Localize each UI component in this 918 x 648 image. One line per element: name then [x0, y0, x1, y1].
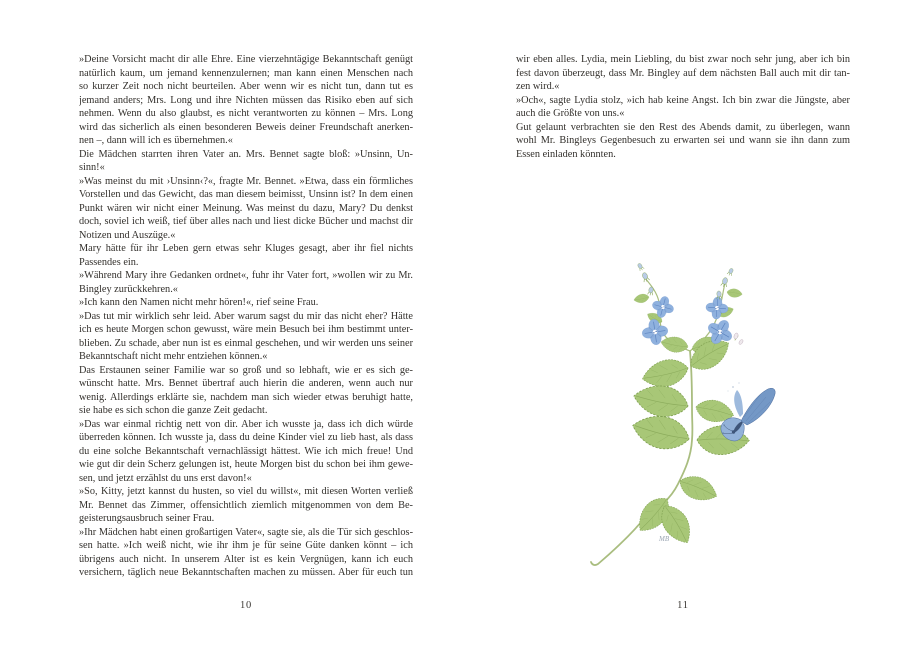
text-line: Essen einladen könnten. — [516, 148, 616, 160]
left-page-text-column — [79, 53, 413, 580]
text-line: wohl Mr. Bingleys Gegenbesuch zu erwarten sei und wann sie ihn dann zum — [516, 135, 850, 146]
text-line: »Ich kann den Namen nicht mehr hören!«, rief seine Frau. — [79, 297, 319, 308]
paragraph — [79, 310, 413, 364]
text-line: sie habe es sich schon die ganze Zeit gedacht. — [79, 405, 268, 416]
artist-monogram: MB — [659, 535, 670, 543]
text-line: wünscht hatte. Mrs. Bennet übertraf auch hierin die anderen, wenn auch nur — [79, 378, 413, 389]
text-line: wie gut dir dein Scherz gelungen ist, heute Morgen bist du schon bei ihm gewe- — [79, 459, 413, 470]
text-line: »Während Mary ihre Gedanken ordnet«, fuhr ihr Vater fort, »wollen wir zu Mr. — [79, 270, 413, 281]
text-line: Notizen und Auszüge.« — [79, 229, 176, 241]
paragraph — [79, 148, 413, 175]
right-page-text-column — [516, 53, 850, 161]
text-line: so kurzer Zeit noch nicht beurteilen. Aber wenn wir es nicht tun, dann tut es — [79, 81, 413, 92]
text-line: »Das tut mir wirklich sehr leid. Aber warum sagst du mir das nicht eher? Hätte — [79, 310, 413, 322]
paragraph — [79, 296, 413, 310]
text-line: sen hatte. »Ich weiß nicht, wie ihr ihm je für seine Güte danken könnt – ich — [79, 540, 413, 551]
paragraph — [79, 53, 413, 148]
paragraph — [79, 242, 413, 269]
paragraph — [516, 121, 850, 162]
paragraph — [516, 94, 850, 121]
text-line: auch die Größte von uns.« — [516, 108, 625, 119]
text-line: Punkt wären wir nicht einer Meinung. Was meinst du dazu, Mary? Du denkst — [79, 202, 413, 214]
text-line: »Das war einmal richtig nett von dir. Aber ich wusste ja, dass ich dich würde — [79, 418, 413, 430]
text-line: Bingley zurückkehren.« — [79, 283, 178, 295]
paragraph — [79, 175, 413, 243]
text-line: nehmen. Wenn du also glaubst, es nicht verantworten zu können – Mrs. Long — [79, 108, 413, 119]
text-line: sinn!« — [79, 162, 105, 173]
speedwell-plant — [591, 262, 750, 565]
text-line: Die Mädchen starrten ihren Vater an. Mrs. Bennet sagte bloß: »Unsinn, Un- — [79, 148, 413, 160]
paragraph — [79, 526, 413, 580]
text-line: übrigens auch nicht. In unserem Alter ist es kein Vergnügen, kann ich euch — [79, 553, 413, 565]
text-line: natürlich kaum, um jemand kennenzulernen; man kann einen Menschen nach — [79, 67, 413, 79]
text-line: Gut gelaunt verbrachten sie den Rest des Abends damit, zu überlegen, wann — [516, 121, 850, 133]
paragraph — [79, 364, 413, 418]
text-line: blieben. Zu schade, aber nun ist es einmal geschehen, und wir werden uns seiner — [79, 337, 413, 349]
text-line: »Deine Vorsicht macht dir alle Ehre. Eine vierzehntägige Bekanntschaft genügt — [79, 54, 413, 65]
text-line: jemand anders; Mrs. Long und ihre Nichten müssen das Risiko eben auf sich — [79, 94, 413, 106]
text-line: »Och«, sagte Lydia stolz, »ich hab keine Angst. Ich bin zwar die Jüngste, aber — [516, 94, 850, 106]
text-line: Mary hätte für ihr Leben gern etwas sehr Kluges gesagt, aber ihr fiel nichts — [79, 243, 413, 254]
text-line: wenig. Allerdings erklärte sie, nachdem man sich wieder etwas beruhigt hatte, — [79, 391, 413, 403]
text-line: doch, soviel ich weiß, tief über alles nach und liest dicke Bücher und machst dir — [79, 216, 413, 227]
paragraph — [516, 53, 850, 94]
text-line: zen wird.« — [516, 81, 560, 92]
text-line: du eine solche Bekanntschaft vernachlässigt hättest. Wie ich mich freue! Und — [79, 445, 413, 457]
text-line: Bekanntschaft nicht mehr entziehen können.« — [79, 351, 268, 362]
text-line: geisterungsausbruch seiner Frau. — [79, 513, 215, 524]
text-line: wird das sicherlich als einen besonderen Beweis deiner Freundschaft anerken- — [79, 121, 413, 133]
text-line: wir eben alles. Lydia, mein Liebling, du bist zwar noch sehr jung, aber ich bin — [516, 54, 850, 65]
text-line: »Ihr Mädchen habt einen großartigen Vater«, sagte sie, als die Tür sich geschlos- — [79, 526, 413, 538]
text-line: sen, und jetzt erzählst du uns erst davon!« — [79, 472, 252, 484]
paragraph — [79, 485, 413, 526]
text-line: nen –, dann will ich es übernehmen.« — [79, 135, 233, 146]
paragraph — [79, 269, 413, 296]
text-line: Das Erstaunen seiner Familie war so groß und so lebhaft, wie er es sich ge- — [79, 364, 413, 376]
text-line: »Was meinst du mit ›Unsinn‹?«, fragte Mr. Bennet. »Etwa, dass ein förmliches — [79, 175, 413, 187]
text-line: Vorstellen und das Gewicht, das man diesem beimisst, Unsinn ist? In dem einen — [79, 189, 413, 200]
speckles — [728, 382, 740, 391]
seed-pods — [733, 332, 744, 345]
text-line: überreden können. Ich wusste ja, dass du deine Kinder viel zu lieb hast, als dass — [79, 432, 413, 443]
text-line: fest davon überzeugt, dass Mr. Bingley auf dem nächsten Ball auch mit dir tan- — [516, 67, 850, 79]
paragraph — [79, 418, 413, 486]
text-line: »So, Kitty, jetzt kannst du husten, so viel du willst«, mit diesen Worten verließ — [79, 486, 413, 497]
butterfly-forewing-far — [734, 390, 743, 417]
text-line: Passendes ein. — [79, 256, 139, 268]
page-number-right: 11 — [677, 600, 689, 611]
flower-buds — [637, 262, 735, 299]
botanical-illustration — [552, 252, 820, 585]
page-number-left: 10 — [239, 600, 253, 611]
text-line: ich es heute Morgen schon gewusst, wäre mein Besuch bei ihm bestimmt unter- — [79, 324, 413, 335]
text-line: versichern, täglich neue Bekanntschaften machen zu müssen. Aber für euch tun — [79, 567, 413, 578]
text-line: Mr. Bennet das Zimmer, offensichtlich ziemlich mitgenommen von dem Be- — [79, 499, 413, 511]
